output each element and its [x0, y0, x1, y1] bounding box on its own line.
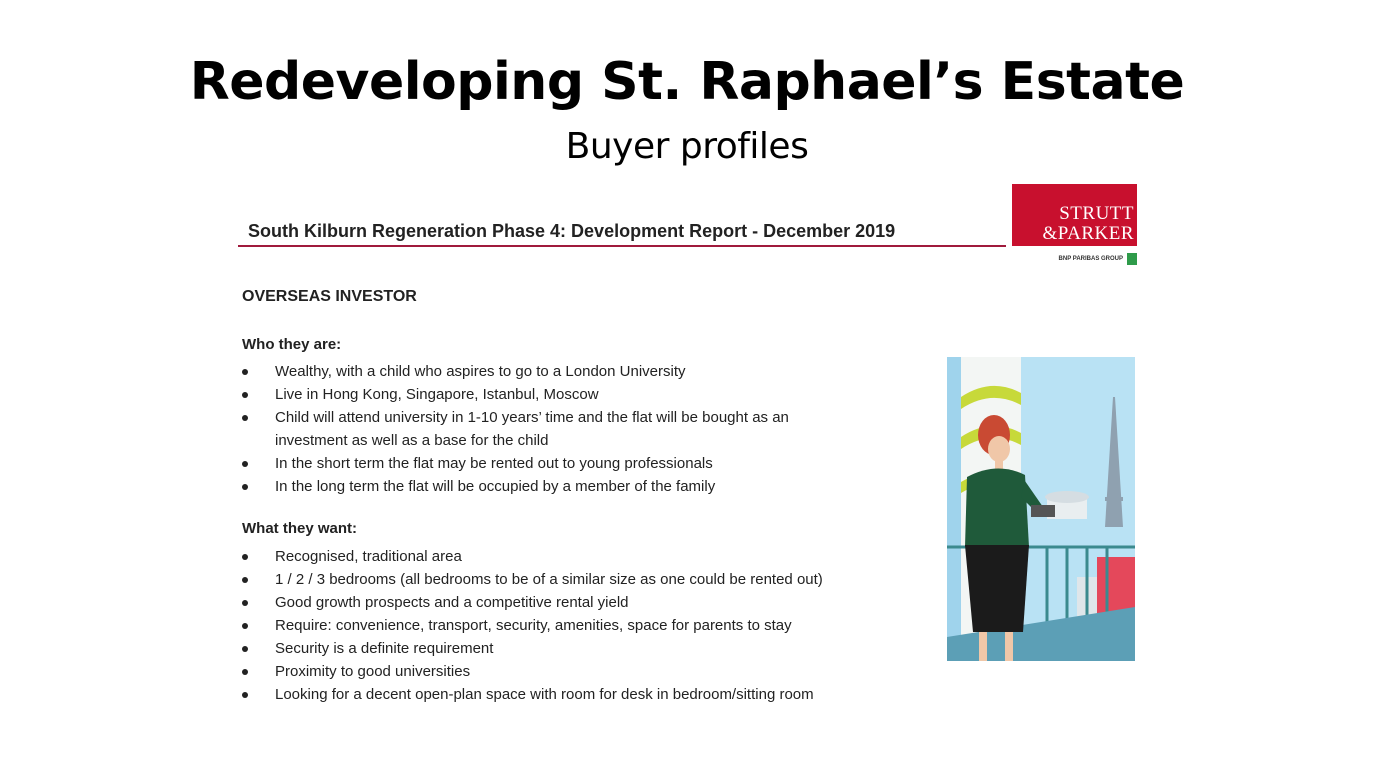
strutt-parker-logo: [1012, 184, 1137, 246]
bullet-icon: [242, 623, 248, 629]
list-item: [242, 383, 922, 406]
bullet-icon: [242, 392, 248, 398]
list-item-text: Require: convenience, transport, security, amenities, space for parents to stay: [275, 617, 792, 634]
bullet-icon: [242, 461, 248, 467]
list-item: [242, 360, 922, 383]
list-item-text: Proximity to good universities: [275, 663, 471, 680]
list-item: [242, 406, 862, 452]
list-item-text: Looking for a decent open-plan space with room for desk in bedroom/sitting room: [275, 686, 814, 703]
list-item-text: Live in Hong Kong, Singapore, Istanbul, Moscow: [275, 386, 599, 403]
bnp-logo-icon: [1127, 253, 1137, 265]
want-heading: What they want:: [242, 520, 357, 537]
who-heading: Who they are:: [242, 336, 342, 353]
logo-line-2: &PARKER: [1042, 223, 1134, 244]
bullet-icon: [242, 415, 248, 421]
logo-tagline-text: BNP PARIBAS GROUP: [1058, 256, 1123, 262]
bullet-icon: [242, 369, 248, 375]
bullet-icon: [242, 484, 248, 490]
list-item: [242, 452, 922, 475]
report-header: South Kilburn Regeneration Phase 4: Development Report - December 2019: [248, 221, 896, 241]
list-item: [242, 614, 922, 637]
list-item: [242, 475, 922, 498]
list-item-text: Child will attend university in 1-10 years’ time and the flat will be bought as an investment as well as a base for the child: [275, 409, 789, 449]
list-item: [242, 683, 922, 706]
list-item-text: In the long term the flat will be occupied by a member of the family: [275, 478, 716, 495]
list-item-text: Recognised, traditional area: [275, 548, 462, 565]
list-item-text: In the short term the flat may be rented out to young professionals: [275, 455, 713, 472]
list-item-text: Security is a definite requirement: [275, 640, 494, 657]
list-item-text: 1 / 2 / 3 bedrooms (all bedrooms to be of a similar size as one could be rented out): [275, 571, 823, 588]
list-item: [242, 660, 922, 683]
slide-title: Redeveloping St. Raphael’s Estate: [189, 52, 1185, 112]
logo-line-1: STRUTT: [1059, 203, 1134, 224]
bullet-icon: [242, 669, 248, 675]
list-item: [242, 591, 922, 614]
list-item: [242, 637, 922, 660]
investor-illustration: [947, 357, 1135, 661]
bullet-icon: [242, 554, 248, 560]
list-item: [242, 568, 922, 591]
who-list: [242, 360, 922, 498]
profile-heading: OVERSEAS INVESTOR: [242, 288, 417, 305]
logo-tagline: [1043, 252, 1137, 266]
bullet-icon: [242, 577, 248, 583]
list-item-text: Good growth prospects and a competitive rental yield: [275, 594, 629, 611]
list-item-text: Wealthy, with a child who aspires to go to a London University: [275, 363, 686, 380]
list-item: [242, 545, 922, 568]
bullet-icon: [242, 646, 248, 652]
bullet-icon: [242, 600, 248, 606]
bullet-icon: [242, 692, 248, 698]
want-list: [242, 545, 922, 706]
header-divider: [238, 245, 1006, 247]
slide-subtitle: Buyer profiles: [565, 126, 809, 167]
